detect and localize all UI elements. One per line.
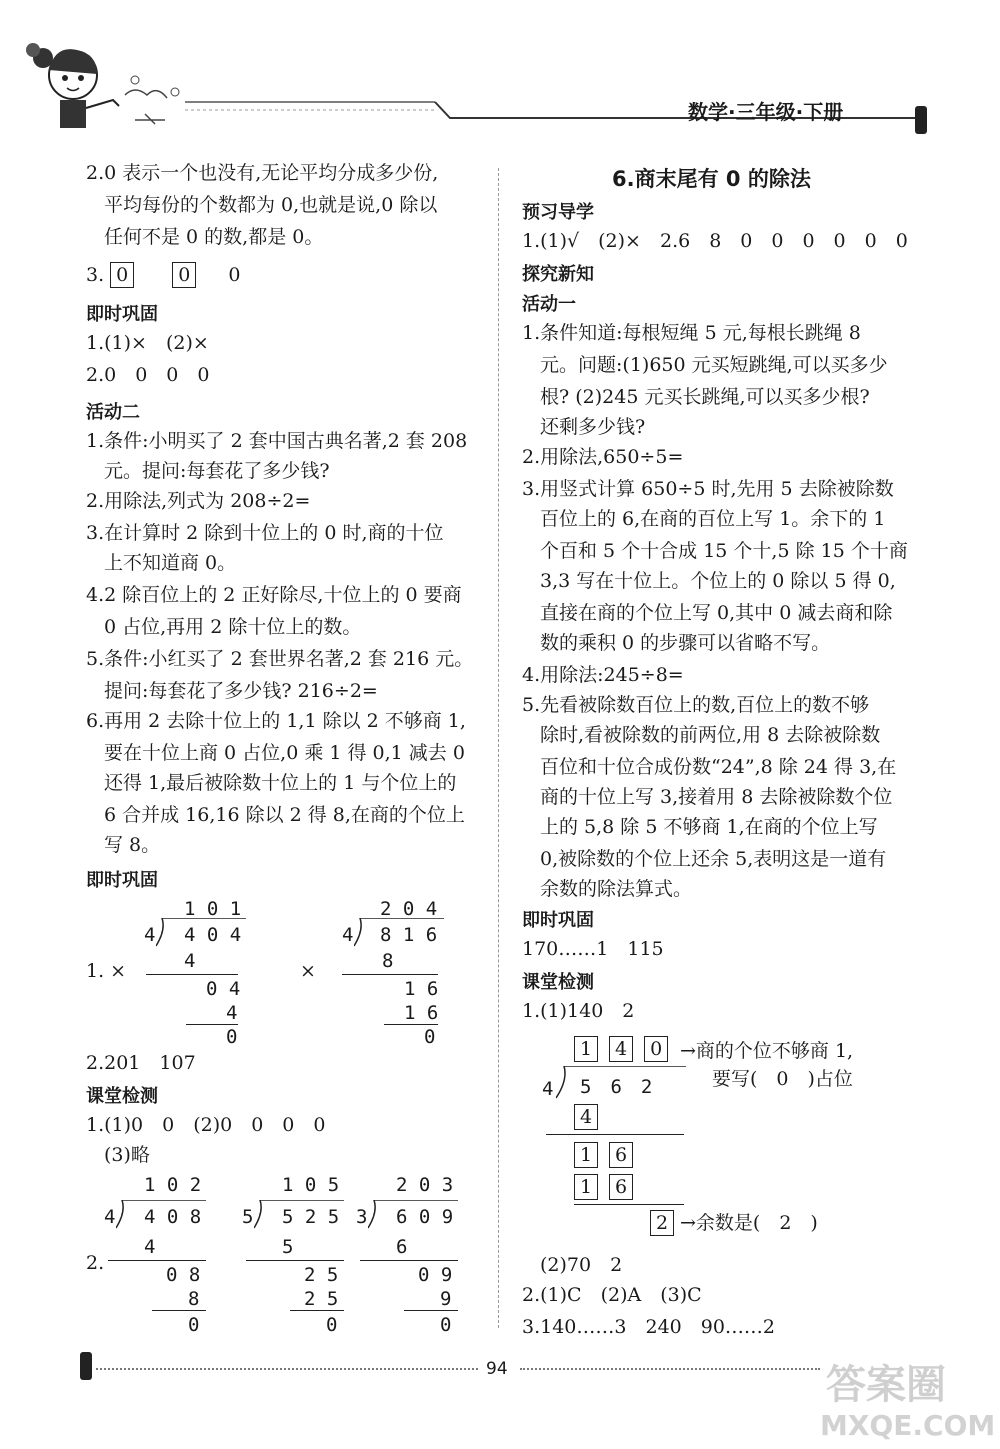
dividend: 6 0 9 bbox=[396, 1206, 454, 1228]
step-value: 0 bbox=[188, 1314, 200, 1336]
text-line: 1.条件知道:每根短绳 5 元,每根长跳绳 8 bbox=[522, 322, 861, 344]
step-value: 0 bbox=[226, 1026, 238, 1048]
text-line: 1.条件:小明买了 2 套中国古典名著,2 套 208 bbox=[86, 430, 468, 452]
quotient: 2 0 3 bbox=[396, 1174, 454, 1196]
subject-label: 数学·三年级·下册 bbox=[688, 100, 844, 124]
text-line: (3)略 bbox=[104, 1144, 150, 1166]
step-row bbox=[574, 1142, 633, 1168]
long-division bbox=[352, 1172, 482, 1336]
quotient: 2 0 4 bbox=[380, 898, 438, 920]
step-row bbox=[574, 1104, 598, 1130]
step-value: 4 bbox=[144, 1236, 156, 1258]
dividend: 4 0 4 bbox=[184, 924, 242, 946]
text-line: 元。提问:每套花了多少钱? bbox=[104, 460, 330, 482]
text-line: 0 占位,再用 2 除十位上的数。 bbox=[104, 616, 362, 638]
step-value: 2 5 bbox=[304, 1264, 339, 1286]
answer-box: 0 bbox=[172, 262, 196, 288]
text-line: 上不知道商 0。 bbox=[104, 552, 237, 574]
quotient: 1 0 5 bbox=[282, 1174, 340, 1196]
section-title: 探究新知 bbox=[522, 264, 594, 285]
text-line: 数的乘积 0 的步骤可以省略不写。 bbox=[540, 632, 831, 654]
dividend: 5 2 5 bbox=[282, 1206, 340, 1228]
text-line: 1.(1)140 2 bbox=[522, 1000, 635, 1022]
boxed-long-division bbox=[540, 1032, 920, 1244]
step-line bbox=[574, 1204, 684, 1205]
divisor: 5 bbox=[242, 1206, 254, 1228]
watermark-logo: 答案圈 bbox=[826, 1362, 946, 1408]
text-line: 还剩多少钱? bbox=[540, 416, 646, 438]
section-title: 即时巩固 bbox=[86, 870, 158, 891]
text-line: 2.0 0 0 0 bbox=[86, 364, 210, 386]
answer-box: 4 bbox=[574, 1104, 598, 1130]
step-value: 8 bbox=[188, 1288, 200, 1310]
text-line: 除时,看被除数的前两位,用 8 去除被除数 bbox=[540, 724, 881, 746]
step-value: 8 bbox=[382, 950, 394, 972]
annotation: →商的个位不够商 1, bbox=[680, 1040, 854, 1062]
text-line: 3.用竖式计算 650÷5 时,先用 5 去除被除数 bbox=[522, 478, 894, 500]
long-division bbox=[300, 896, 470, 1056]
page-number: 94 bbox=[486, 1359, 508, 1379]
long-division bbox=[100, 1172, 230, 1336]
column-divider bbox=[498, 168, 499, 1328]
quotient: 1 0 1 bbox=[184, 898, 242, 920]
text-line: 3,3 写在十位上。个位上的 0 除以 5 得 0, bbox=[540, 570, 896, 592]
step-line bbox=[290, 1310, 344, 1311]
text-line: 2.201 107 bbox=[86, 1052, 196, 1074]
item-label: × bbox=[300, 960, 316, 982]
text-line: 1.(1)√ (2)× 2.6 8 0 0 0 0 0 0 bbox=[522, 230, 908, 252]
step-value: 0 bbox=[326, 1314, 338, 1336]
step-line bbox=[342, 974, 438, 975]
answer-box: 1 bbox=[574, 1142, 598, 1168]
step-value: 5 bbox=[282, 1236, 294, 1258]
text-line: 根? (2)245 元买长跳绳,可以买多少根? bbox=[540, 386, 870, 408]
text-line: 余数的除法算式。 bbox=[540, 878, 693, 900]
quotient-boxes bbox=[574, 1036, 668, 1062]
text-line: 4.用除法:245÷8= bbox=[522, 664, 684, 686]
step-value: 0 9 bbox=[418, 1264, 453, 1286]
text-line: 2.(1)C (2)A (3)C bbox=[522, 1284, 702, 1306]
step-line bbox=[108, 1260, 206, 1261]
step-value: 4 bbox=[226, 1002, 238, 1024]
step-line bbox=[152, 1310, 206, 1311]
answer-box: 2 bbox=[650, 1210, 674, 1236]
answer-box: 0 bbox=[644, 1036, 668, 1062]
text-line: 写 8。 bbox=[104, 834, 161, 856]
item3-line bbox=[86, 262, 240, 288]
step-line bbox=[404, 1310, 458, 1311]
section-title: 课堂检测 bbox=[522, 972, 594, 993]
text-line: 1.(1)× (2)× bbox=[86, 332, 209, 354]
step-row bbox=[650, 1210, 674, 1236]
annotation: →余数是( 2 ) bbox=[680, 1212, 818, 1234]
answer-box: 1 bbox=[574, 1036, 598, 1062]
step-value: 1 6 bbox=[404, 978, 439, 1000]
answer-box: 1 bbox=[574, 1174, 598, 1200]
footer-corner-tab-icon bbox=[76, 1348, 96, 1384]
text-line: 还得 1,最后被除数十位上的 1 与个位上的 bbox=[104, 772, 457, 794]
section-title: 即时巩固 bbox=[522, 910, 594, 931]
text-line: 170……1 115 bbox=[522, 938, 664, 960]
text-line: 个百和 5 个十合成 15 个十,5 除 15 个十商 bbox=[540, 540, 908, 562]
divisor: 4 bbox=[542, 1078, 554, 1100]
section-title: 即时巩固 bbox=[86, 304, 158, 325]
text-line: 平均每份的个数都为 0,也就是说,0 除以 bbox=[104, 194, 438, 216]
answer-box: 4 bbox=[609, 1036, 633, 1062]
step-line bbox=[246, 1260, 344, 1261]
section-title: 预习导学 bbox=[522, 202, 594, 223]
footer-dotted-rule bbox=[520, 1368, 820, 1370]
text-line: 2.用除法,650÷5= bbox=[522, 446, 684, 468]
text-line: 2.0 表示一个也没有,无论平均分成多少份, bbox=[86, 162, 439, 184]
text-line: 要在十位上商 0 占位,0 乘 1 得 0,1 减去 0 bbox=[104, 742, 465, 764]
step-value: 0 bbox=[440, 1314, 452, 1336]
answer-box: 0 bbox=[110, 262, 134, 288]
text-line: 商的十位上写 3,接着用 8 去除被除数个位 bbox=[540, 786, 893, 808]
step-row bbox=[574, 1174, 633, 1200]
text-line: 6.再用 2 去除十位上的 1,1 除以 2 不够商 1, bbox=[86, 710, 466, 732]
divisor: 4 bbox=[342, 924, 354, 946]
watermark-url: MXQE.COM bbox=[820, 1409, 996, 1442]
text-line: 3.在计算时 2 除到十位上的 0 时,商的十位 bbox=[86, 522, 444, 544]
item-number: 3. bbox=[86, 264, 105, 286]
text-line: (2)70 2 bbox=[540, 1254, 623, 1276]
footer-dotted-rule bbox=[96, 1368, 478, 1370]
annotation: 要写( 0 )占位 bbox=[712, 1068, 853, 1090]
step-line bbox=[546, 1134, 684, 1135]
step-value: 0 8 bbox=[166, 1264, 201, 1286]
section-title: 课堂检测 bbox=[86, 1086, 158, 1107]
dividend: 8 1 6 bbox=[380, 924, 438, 946]
page-corner-tab-icon bbox=[912, 102, 932, 138]
step-line bbox=[146, 974, 238, 975]
step-value: 6 bbox=[396, 1236, 408, 1258]
text-line: 元。问题:(1)650 元买短跳绳,可以买多少 bbox=[540, 354, 888, 376]
lesson-title: 6.商末尾有 0 的除法 bbox=[612, 167, 811, 191]
quotient: 1 0 2 bbox=[144, 1174, 202, 1196]
answer-box: 6 bbox=[609, 1142, 633, 1168]
divisor: 3 bbox=[356, 1206, 368, 1228]
section-title: 活动一 bbox=[522, 294, 576, 315]
text-line: 1.(1)0 0 (2)0 0 0 0 bbox=[86, 1114, 326, 1136]
long-division bbox=[86, 896, 256, 1056]
text-line: 提问:每套花了多少钱? 216÷2= bbox=[104, 680, 378, 702]
text-line: 上的 5,8 除 5 不够商 1,在商的个位上写 bbox=[540, 816, 878, 838]
text-line: 任何不是 0 的数,都是 0。 bbox=[104, 226, 324, 248]
text-line: 4.2 除百位上的 2 正好除尽,十位上的 0 要商 bbox=[86, 584, 462, 606]
dividend: 4 0 8 bbox=[144, 1206, 202, 1228]
answer-value: 0 bbox=[228, 264, 241, 286]
text-line: 5.先看被除数百位上的数,百位上的数不够 bbox=[522, 694, 870, 716]
item-label: 1. × bbox=[86, 960, 127, 982]
text-line: 6 合并成 16,16 除以 2 得 8,在商的个位上 bbox=[104, 804, 465, 826]
section-title: 活动二 bbox=[86, 402, 140, 423]
divisor: 4 bbox=[144, 924, 156, 946]
step-value: 0 4 bbox=[206, 978, 241, 1000]
text-line: 百位上的 6,在商的百位上写 1。余下的 1 bbox=[540, 508, 886, 530]
step-value: 4 bbox=[184, 950, 196, 972]
step-value: 1 6 bbox=[404, 1002, 439, 1024]
step-value: 0 bbox=[424, 1026, 436, 1048]
long-division bbox=[238, 1172, 368, 1336]
step-line bbox=[360, 1260, 458, 1261]
item-label: 2. bbox=[86, 1252, 105, 1274]
text-line: 百位和十位合成份数“24”,8 除 24 得 3,在 bbox=[540, 756, 897, 778]
divisor: 4 bbox=[104, 1206, 116, 1228]
answer-box: 6 bbox=[609, 1174, 633, 1200]
girl-mascot-icon bbox=[15, 40, 205, 140]
dividend: 5 6 2 bbox=[580, 1076, 653, 1098]
step-value: 9 bbox=[440, 1288, 452, 1310]
text-line: 3.140……3 240 90……2 bbox=[522, 1316, 776, 1338]
text-line: 2.用除法,列式为 208÷2= bbox=[86, 490, 311, 512]
text-line: 直接在商的个位上写 0,其中 0 减去商和除 bbox=[540, 602, 893, 624]
text-line: 0,被除数的个位上还余 5,表明这是一道有 bbox=[540, 848, 887, 870]
text-line: 5.条件:小红买了 2 套世界名著,2 套 216 元。 bbox=[86, 648, 474, 670]
step-value: 2 5 bbox=[304, 1288, 339, 1310]
